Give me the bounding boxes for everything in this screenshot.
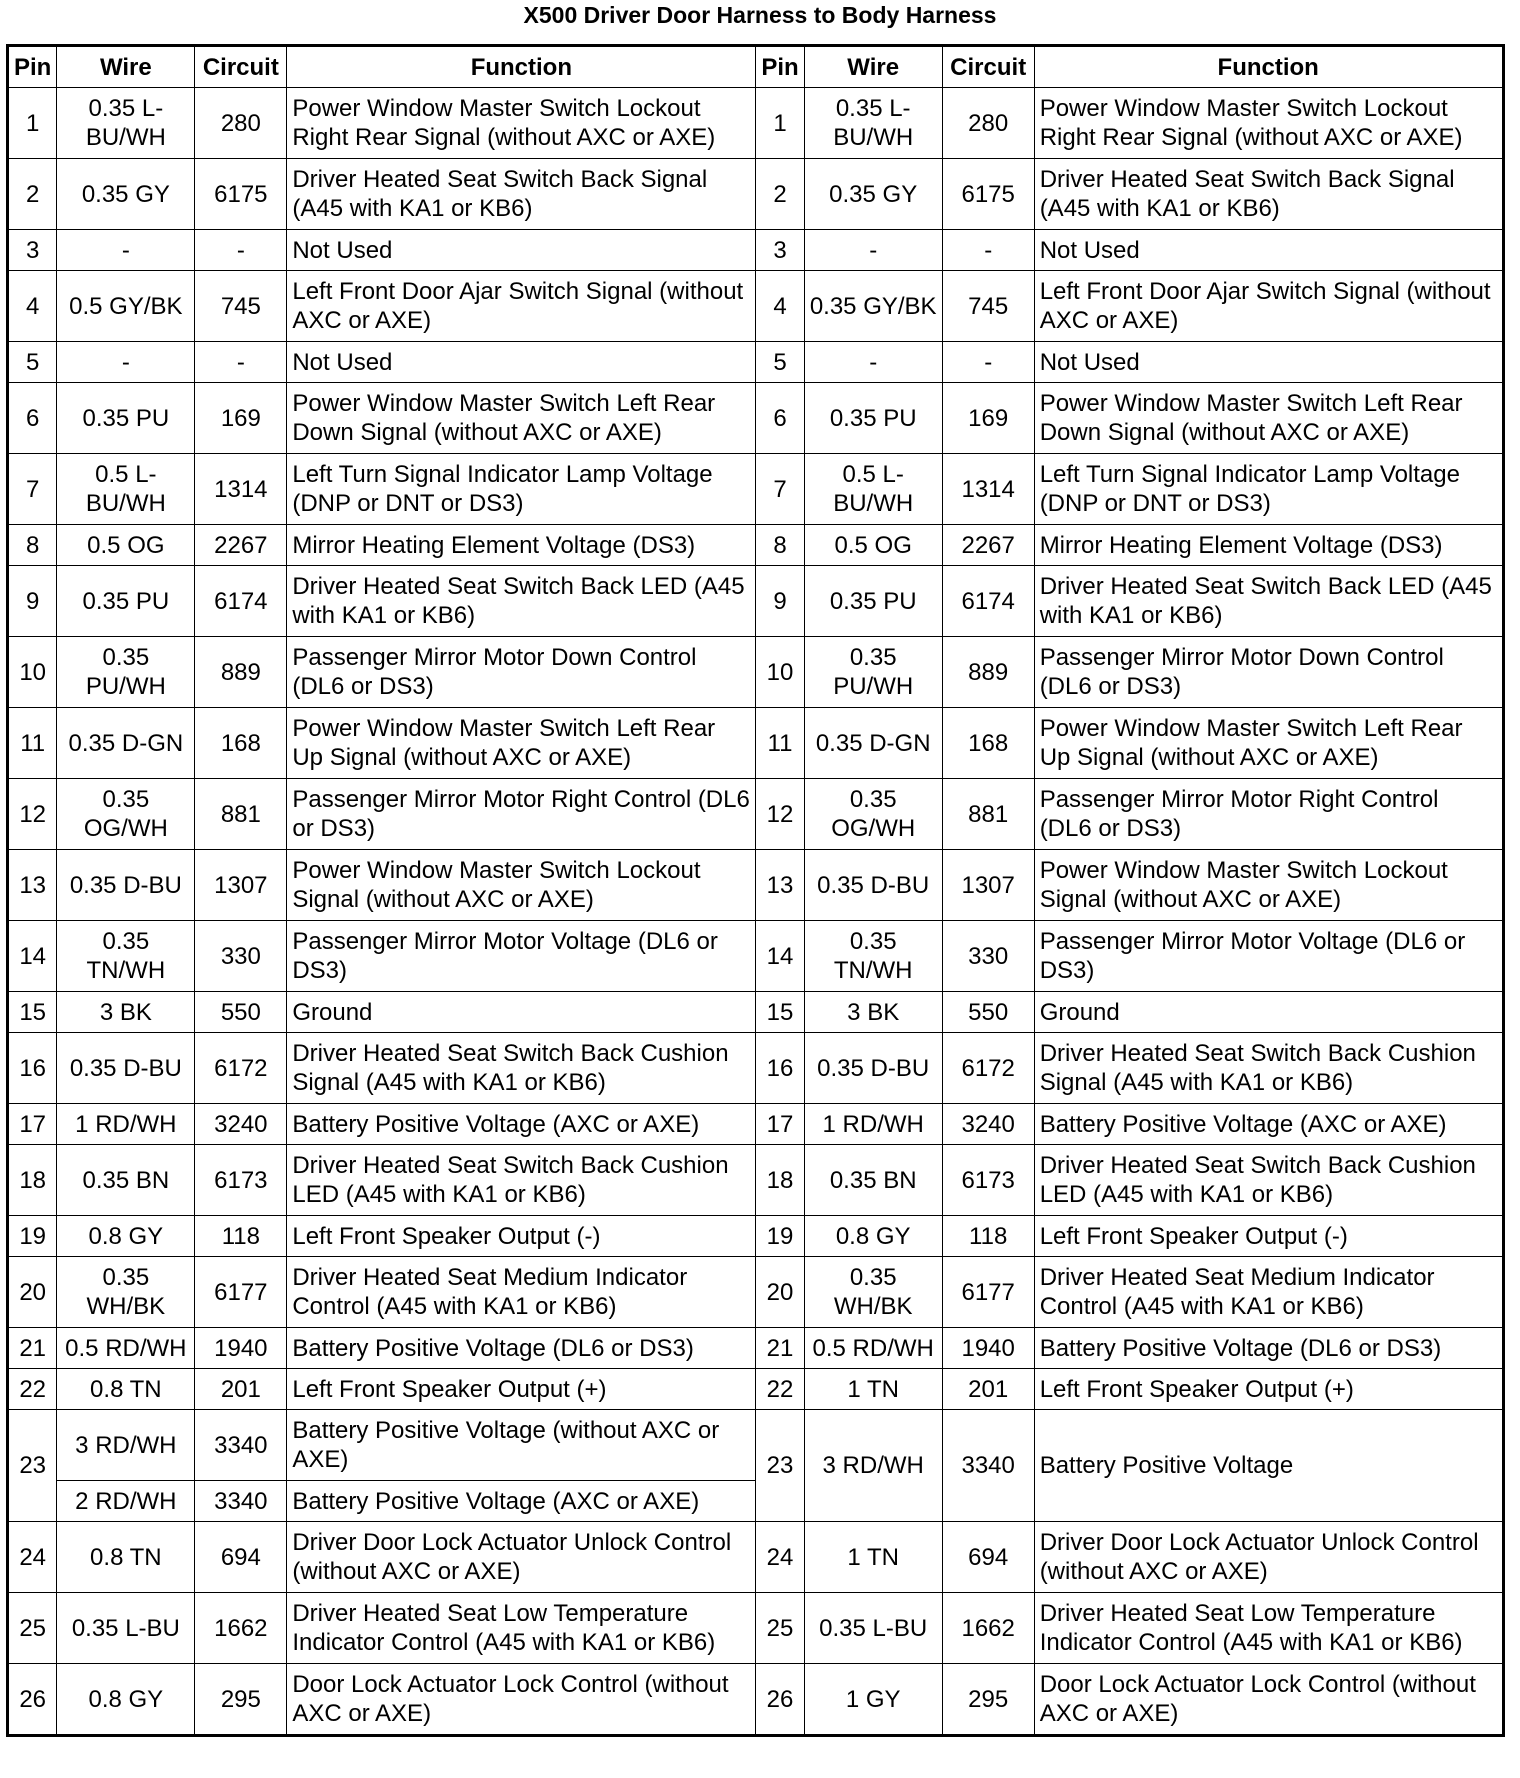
circuit-cell: 2267 <box>942 525 1034 566</box>
wire-cell: 0.35 TN/WH <box>804 921 942 992</box>
wire-cell: 1 RD/WH <box>57 1104 195 1145</box>
header-pin: Pin <box>8 46 57 88</box>
wire-cell: - <box>57 342 195 383</box>
pin-cell: 15 <box>756 992 804 1033</box>
circuit-cell: 118 <box>942 1216 1034 1257</box>
circuit-cell: 168 <box>195 708 287 779</box>
pin-cell: 6 <box>756 383 804 454</box>
wire-cell: 0.35 BN <box>57 1145 195 1216</box>
wire-cell: 0.35 PU <box>804 383 942 454</box>
function-cell: Battery Positive Voltage (AXC or AXE) <box>1034 1104 1503 1145</box>
table-row <box>8 850 1504 921</box>
table-row <box>8 525 1504 566</box>
wire-cell: 0.35 PU <box>57 383 195 454</box>
circuit-cell: 881 <box>942 779 1034 850</box>
circuit-cell: 1314 <box>195 454 287 525</box>
function-cell: Mirror Heating Element Voltage (DS3) <box>1034 525 1503 566</box>
function-cell: Driver Heated Seat Switch Back Signal (A45 with KA1 or KB6) <box>287 159 756 230</box>
wire-cell: 0.5 GY/BK <box>57 271 195 342</box>
wire-cell: 0.8 TN <box>57 1522 195 1593</box>
wire-cell: 0.35 D-BU <box>57 850 195 921</box>
circuit-cell: 330 <box>942 921 1034 992</box>
pin-cell: 13 <box>8 850 57 921</box>
wire-cell: 0.35 GY/BK <box>804 271 942 342</box>
wire-cell: 0.5 OG <box>57 525 195 566</box>
function-cell: Mirror Heating Element Voltage (DS3) <box>287 525 756 566</box>
wire-cell: 0.5 L-BU/WH <box>57 454 195 525</box>
wire-cell: 1 TN <box>804 1522 942 1593</box>
wire-cell: 3 RD/WH <box>804 1410 942 1522</box>
table-row <box>8 1664 1504 1736</box>
function-cell: Battery Positive Voltage (AXC or AXE) <box>287 1481 756 1522</box>
wire-cell: 0.35 D-GN <box>57 708 195 779</box>
function-cell: Door Lock Actuator Lock Control (without AXC or AXE) <box>1034 1664 1503 1736</box>
function-cell: Ground <box>1034 992 1503 1033</box>
header-function: Function <box>287 46 756 88</box>
wire-cell: 0.8 TN <box>57 1369 195 1410</box>
header-pin: Pin <box>756 46 804 88</box>
function-cell: Driver Heated Seat Switch Back Cushion Signal (A45 with KA1 or KB6) <box>287 1033 756 1104</box>
function-cell: Driver Heated Seat Switch Back LED (A45 with KA1 or KB6) <box>1034 566 1503 637</box>
table-row <box>8 921 1504 992</box>
circuit-cell: 6173 <box>195 1145 287 1216</box>
pin-cell: 23 <box>8 1410 57 1522</box>
function-cell: Driver Heated Seat Medium Indicator Control (A45 with KA1 or KB6) <box>1034 1257 1503 1328</box>
wire-cell: 0.35 GY <box>57 159 195 230</box>
function-cell: Not Used <box>1034 342 1503 383</box>
wire-cell: 3 RD/WH <box>57 1410 195 1481</box>
wire-cell: 0.35 D-GN <box>804 708 942 779</box>
pin-cell: 23 <box>756 1410 804 1522</box>
pin-cell: 18 <box>8 1145 57 1216</box>
header-function: Function <box>1034 46 1503 88</box>
pin-cell: 20 <box>8 1257 57 1328</box>
wire-cell: - <box>804 230 942 271</box>
circuit-cell: 694 <box>195 1522 287 1593</box>
circuit-cell: 3340 <box>195 1410 287 1481</box>
pin-cell: 25 <box>8 1593 57 1664</box>
function-cell: Left Front Speaker Output (+) <box>1034 1369 1503 1410</box>
circuit-cell: 3240 <box>195 1104 287 1145</box>
pin-cell: 14 <box>756 921 804 992</box>
table-row <box>8 88 1504 159</box>
circuit-cell: - <box>195 230 287 271</box>
pin-cell: 8 <box>8 525 57 566</box>
wire-cell: 0.35 WH/BK <box>804 1257 942 1328</box>
circuit-cell: 295 <box>195 1664 287 1736</box>
wire-cell: 2 RD/WH <box>57 1481 195 1522</box>
circuit-cell: 6173 <box>942 1145 1034 1216</box>
wire-cell: 0.5 RD/WH <box>57 1328 195 1369</box>
pin-cell: 5 <box>756 342 804 383</box>
circuit-cell: 6172 <box>195 1033 287 1104</box>
wire-cell: 3 BK <box>804 992 942 1033</box>
table-row <box>8 1522 1504 1593</box>
pin-cell: 4 <box>756 271 804 342</box>
circuit-cell: - <box>942 230 1034 271</box>
circuit-cell: 1940 <box>942 1328 1034 1369</box>
table-row <box>8 637 1504 708</box>
pin-cell: 22 <box>756 1369 804 1410</box>
pin-cell: 24 <box>756 1522 804 1593</box>
function-cell: Driver Heated Seat Switch Back Cushion Signal (A45 with KA1 or KB6) <box>1034 1033 1503 1104</box>
function-cell: Left Turn Signal Indicator Lamp Voltage (DNP or DNT or DS3) <box>287 454 756 525</box>
wire-cell: 0.35 PU/WH <box>57 637 195 708</box>
pin-cell: 19 <box>8 1216 57 1257</box>
circuit-cell: 745 <box>195 271 287 342</box>
circuit-cell: 550 <box>942 992 1034 1033</box>
wire-cell: 0.5 RD/WH <box>804 1328 942 1369</box>
table-row <box>8 1369 1504 1410</box>
function-cell: Power Window Master Switch Left Rear Up Signal (without AXC or AXE) <box>287 708 756 779</box>
pin-cell: 21 <box>8 1328 57 1369</box>
table-row <box>8 1033 1504 1104</box>
circuit-cell: 1940 <box>195 1328 287 1369</box>
wire-cell: 0.35 L-BU/WH <box>57 88 195 159</box>
circuit-cell: 3340 <box>195 1481 287 1522</box>
function-cell: Door Lock Actuator Lock Control (without AXC or AXE) <box>287 1664 756 1736</box>
wire-cell: 0.35 PU <box>804 566 942 637</box>
pin-cell: 15 <box>8 992 57 1033</box>
function-cell: Ground <box>287 992 756 1033</box>
pin-cell: 2 <box>756 159 804 230</box>
function-cell: Left Front Door Ajar Switch Signal (without AXC or AXE) <box>1034 271 1503 342</box>
function-cell: Passenger Mirror Motor Voltage (DL6 or DS3) <box>287 921 756 992</box>
circuit-cell: 3340 <box>942 1410 1034 1522</box>
header-row <box>8 46 1504 88</box>
pin-cell: 1 <box>756 88 804 159</box>
pin-cell: 7 <box>756 454 804 525</box>
circuit-cell: 280 <box>942 88 1034 159</box>
function-cell: Driver Door Lock Actuator Unlock Control (without AXC or AXE) <box>1034 1522 1503 1593</box>
function-cell: Driver Heated Seat Low Temperature Indicator Control (A45 with KA1 or KB6) <box>1034 1593 1503 1664</box>
circuit-cell: 1662 <box>942 1593 1034 1664</box>
function-cell: Driver Heated Seat Low Temperature Indicator Control (A45 with KA1 or KB6) <box>287 1593 756 1664</box>
wire-cell: 0.35 OG/WH <box>57 779 195 850</box>
pin-cell: 1 <box>8 88 57 159</box>
function-cell: Left Front Speaker Output (-) <box>287 1216 756 1257</box>
circuit-cell: 1662 <box>195 1593 287 1664</box>
pin-cell: 9 <box>756 566 804 637</box>
circuit-cell: 6177 <box>942 1257 1034 1328</box>
function-cell: Not Used <box>1034 230 1503 271</box>
function-cell: Left Turn Signal Indicator Lamp Voltage (DNP or DNT or DS3) <box>1034 454 1503 525</box>
header-circuit: Circuit <box>942 46 1034 88</box>
function-cell: Driver Heated Seat Medium Indicator Control (A45 with KA1 or KB6) <box>287 1257 756 1328</box>
harness-table <box>6 44 1505 1737</box>
table-row <box>8 1145 1504 1216</box>
table-row <box>8 1216 1504 1257</box>
pin-cell: 7 <box>8 454 57 525</box>
header-wire: Wire <box>57 46 195 88</box>
pin-cell: 20 <box>756 1257 804 1328</box>
pin-cell: 10 <box>756 637 804 708</box>
function-cell: Driver Door Lock Actuator Unlock Control (without AXC or AXE) <box>287 1522 756 1593</box>
page-title: X500 Driver Door Harness to Body Harness <box>523 2 997 28</box>
table-row <box>8 566 1504 637</box>
pin-cell: 16 <box>8 1033 57 1104</box>
circuit-cell: 6174 <box>942 566 1034 637</box>
pin-cell: 17 <box>756 1104 804 1145</box>
function-cell: Driver Heated Seat Switch Back Cushion LED (A45 with KA1 or KB6) <box>287 1145 756 1216</box>
function-cell: Driver Heated Seat Switch Back LED (A45 with KA1 or KB6) <box>287 566 756 637</box>
wire-cell: - <box>57 230 195 271</box>
table-row <box>8 1104 1504 1145</box>
pin-cell: 25 <box>756 1593 804 1664</box>
function-cell: Driver Heated Seat Switch Back Signal (A45 with KA1 or KB6) <box>1034 159 1503 230</box>
function-cell: Power Window Master Switch Lockout Signal (without AXC or AXE) <box>1034 850 1503 921</box>
wire-cell: 0.35 D-BU <box>804 1033 942 1104</box>
pin-cell: 26 <box>8 1664 57 1736</box>
table-row <box>8 1257 1504 1328</box>
table-row <box>8 342 1504 383</box>
circuit-cell: 1307 <box>195 850 287 921</box>
wire-cell: 0.5 OG <box>804 525 942 566</box>
pin-cell: 3 <box>8 230 57 271</box>
wire-cell: 1 RD/WH <box>804 1104 942 1145</box>
wire-cell: 0.35 L-BU <box>57 1593 195 1664</box>
wire-cell: 0.35 BN <box>804 1145 942 1216</box>
wire-cell: 0.35 OG/WH <box>804 779 942 850</box>
pin-cell: 2 <box>8 159 57 230</box>
pin-cell: 22 <box>8 1369 57 1410</box>
pin-cell: 9 <box>8 566 57 637</box>
wire-cell: 0.8 GY <box>57 1664 195 1736</box>
function-cell: Battery Positive Voltage (DL6 or DS3) <box>287 1328 756 1369</box>
function-cell: Power Window Master Switch Left Rear Down Signal (without AXC or AXE) <box>287 383 756 454</box>
pin-cell: 14 <box>8 921 57 992</box>
circuit-cell: 6177 <box>195 1257 287 1328</box>
circuit-cell: 330 <box>195 921 287 992</box>
circuit-cell: 2267 <box>195 525 287 566</box>
pin-cell: 19 <box>756 1216 804 1257</box>
table-row <box>8 708 1504 779</box>
circuit-cell: 201 <box>195 1369 287 1410</box>
circuit-cell: 6172 <box>942 1033 1034 1104</box>
function-cell: Left Front Speaker Output (-) <box>1034 1216 1503 1257</box>
wire-cell: 0.35 TN/WH <box>57 921 195 992</box>
circuit-cell: 1314 <box>942 454 1034 525</box>
function-cell: Power Window Master Switch Lockout Right Rear Signal (without AXC or AXE) <box>1034 88 1503 159</box>
wire-cell: 0.35 D-BU <box>57 1033 195 1104</box>
pin-cell: 11 <box>8 708 57 779</box>
circuit-cell: 889 <box>942 637 1034 708</box>
function-cell: Battery Positive Voltage <box>1034 1410 1503 1522</box>
table-row <box>8 271 1504 342</box>
circuit-cell: 889 <box>195 637 287 708</box>
pin-cell: 3 <box>756 230 804 271</box>
circuit-cell: 1307 <box>942 850 1034 921</box>
pin-cell: 12 <box>8 779 57 850</box>
circuit-cell: 694 <box>942 1522 1034 1593</box>
header-wire: Wire <box>804 46 942 88</box>
pin-cell: 5 <box>8 342 57 383</box>
wire-cell: 0.35 PU <box>57 566 195 637</box>
function-cell: Passenger Mirror Motor Down Control (DL6 or DS3) <box>287 637 756 708</box>
circuit-cell: 6174 <box>195 566 287 637</box>
circuit-cell: 295 <box>942 1664 1034 1736</box>
pin-cell: 24 <box>8 1522 57 1593</box>
function-cell: Not Used <box>287 342 756 383</box>
function-cell: Passenger Mirror Motor Right Control (DL6 or DS3) <box>287 779 756 850</box>
pin-cell: 10 <box>8 637 57 708</box>
table-row <box>8 454 1504 525</box>
circuit-cell: 201 <box>942 1369 1034 1410</box>
table-row <box>8 992 1504 1033</box>
wire-cell: 0.35 L-BU <box>804 1593 942 1664</box>
function-cell: Left Front Door Ajar Switch Signal (without AXC or AXE) <box>287 271 756 342</box>
circuit-cell: 745 <box>942 271 1034 342</box>
circuit-cell: 3240 <box>942 1104 1034 1145</box>
wire-cell: 0.35 D-BU <box>804 850 942 921</box>
pin-cell: 18 <box>756 1145 804 1216</box>
pin-cell: 4 <box>8 271 57 342</box>
pin-cell: 8 <box>756 525 804 566</box>
function-cell: Passenger Mirror Motor Right Control (DL6 or DS3) <box>1034 779 1503 850</box>
pin-cell: 16 <box>756 1033 804 1104</box>
wire-cell: 0.8 GY <box>804 1216 942 1257</box>
table-row <box>8 230 1504 271</box>
function-cell: Power Window Master Switch Left Rear Up Signal (without AXC or AXE) <box>1034 708 1503 779</box>
circuit-cell: 6175 <box>942 159 1034 230</box>
function-cell: Power Window Master Switch Lockout Signal (without AXC or AXE) <box>287 850 756 921</box>
function-cell: Left Front Speaker Output (+) <box>287 1369 756 1410</box>
pin-cell: 12 <box>756 779 804 850</box>
table-row <box>8 1593 1504 1664</box>
pin-cell: 6 <box>8 383 57 454</box>
function-cell: Battery Positive Voltage (DL6 or DS3) <box>1034 1328 1503 1369</box>
circuit-cell: 169 <box>942 383 1034 454</box>
wire-cell: 1 TN <box>804 1369 942 1410</box>
circuit-cell: 169 <box>195 383 287 454</box>
wire-cell: 0.35 GY <box>804 159 942 230</box>
function-cell: Not Used <box>287 230 756 271</box>
circuit-cell: 6175 <box>195 159 287 230</box>
function-cell: Passenger Mirror Motor Voltage (DL6 or DS3) <box>1034 921 1503 992</box>
function-cell: Battery Positive Voltage (AXC or AXE) <box>287 1104 756 1145</box>
circuit-cell: 550 <box>195 992 287 1033</box>
wire-cell: 0.8 GY <box>57 1216 195 1257</box>
function-cell: Driver Heated Seat Switch Back Cushion LED (A45 with KA1 or KB6) <box>1034 1145 1503 1216</box>
function-cell: Battery Positive Voltage (without AXC or AXE) <box>287 1410 756 1481</box>
wire-cell: - <box>804 342 942 383</box>
pin-cell: 11 <box>756 708 804 779</box>
table-row <box>8 159 1504 230</box>
circuit-cell: 118 <box>195 1216 287 1257</box>
table-row <box>8 1328 1504 1369</box>
circuit-cell: - <box>195 342 287 383</box>
wire-cell: 0.35 PU/WH <box>804 637 942 708</box>
wire-cell: 0.5 L-BU/WH <box>804 454 942 525</box>
circuit-cell: 280 <box>195 88 287 159</box>
circuit-cell: - <box>942 342 1034 383</box>
pin-cell: 21 <box>756 1328 804 1369</box>
pin-cell: 26 <box>756 1664 804 1736</box>
function-cell: Power Window Master Switch Left Rear Down Signal (without AXC or AXE) <box>1034 383 1503 454</box>
wire-cell: 3 BK <box>57 992 195 1033</box>
circuit-cell: 168 <box>942 708 1034 779</box>
table-row <box>8 779 1504 850</box>
pin-cell: 13 <box>756 850 804 921</box>
function-cell: Passenger Mirror Motor Down Control (DL6 or DS3) <box>1034 637 1503 708</box>
wire-cell: 0.35 L-BU/WH <box>804 88 942 159</box>
wire-cell: 1 GY <box>804 1664 942 1736</box>
pin-cell: 17 <box>8 1104 57 1145</box>
table-row <box>8 383 1504 454</box>
table-row <box>8 1410 1504 1481</box>
wire-cell: 0.35 WH/BK <box>57 1257 195 1328</box>
circuit-cell: 881 <box>195 779 287 850</box>
function-cell: Power Window Master Switch Lockout Right Rear Signal (without AXC or AXE) <box>287 88 756 159</box>
header-circuit: Circuit <box>195 46 287 88</box>
